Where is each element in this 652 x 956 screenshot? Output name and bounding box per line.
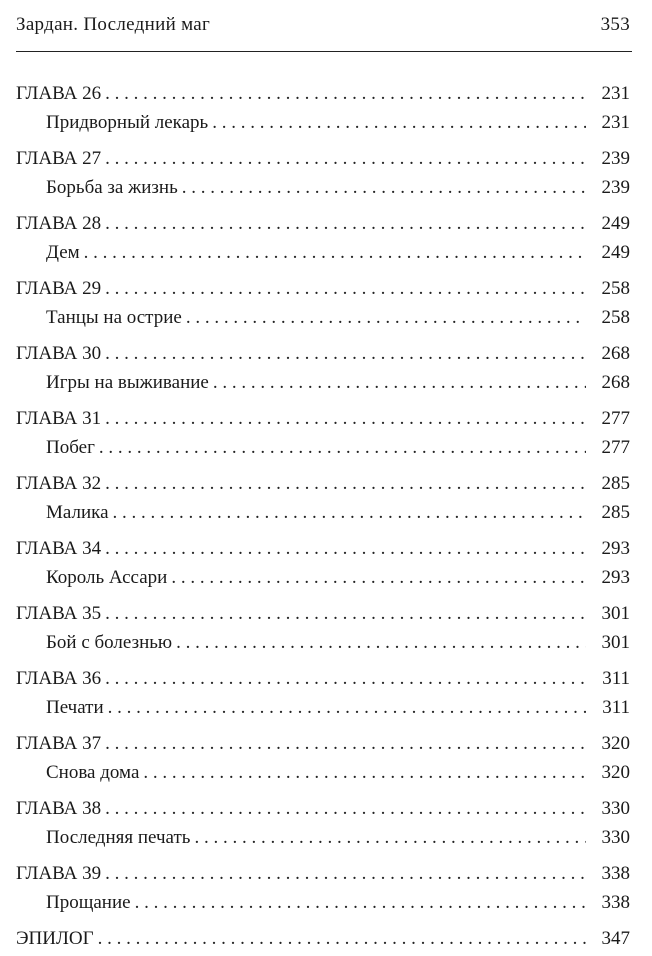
- toc-subtitle-entry-page-number: 239: [601, 176, 630, 198]
- toc-subtitle-entry: [16, 109, 630, 138]
- dot-leader: [186, 304, 586, 333]
- dot-leader: [105, 80, 586, 109]
- table-of-contents: [16, 80, 630, 954]
- toc-subtitle-entry: [16, 629, 630, 658]
- toc-subtitle-entry-title: Борьба за жизнь: [46, 176, 178, 198]
- toc-subtitle-entry-page-number: 249: [601, 241, 630, 263]
- page-number: 353: [600, 14, 630, 35]
- toc-subtitle-entry-title: Придворный лекарь: [46, 111, 209, 133]
- dot-leader: [105, 340, 586, 369]
- toc-subtitle-entry: [16, 564, 630, 593]
- toc-subtitle-entry: [16, 889, 630, 918]
- dot-leader: [99, 434, 586, 463]
- toc-subtitle-entry: [16, 174, 630, 203]
- toc-chapter-entry: [16, 730, 630, 759]
- running-title: Зардан. Последний маг: [16, 14, 211, 35]
- dot-leader: [143, 759, 586, 788]
- dot-leader: [84, 239, 586, 268]
- toc-chapter-entry-page-number: 301: [601, 603, 630, 624]
- toc-chapter-entry: [16, 405, 630, 434]
- toc-chapter-entry: [16, 210, 630, 239]
- toc-chapter-entry: [16, 795, 630, 824]
- toc-subtitle-entry: [16, 239, 630, 268]
- toc-chapter-entry-page-number: 311: [602, 668, 630, 689]
- toc-subtitle-entry-title: Король Ассари: [46, 566, 168, 588]
- toc-chapter-entry: [16, 340, 630, 369]
- dot-leader: [105, 470, 586, 499]
- toc-subtitle-entry-title: Бой с болезнью: [46, 631, 173, 653]
- toc-chapter-entry-title: ГЛАВА 28: [16, 213, 102, 234]
- toc-subtitle-entry-title: Игры на выживание: [46, 371, 209, 393]
- toc-chapter-entry-title: ГЛАВА 30: [16, 343, 102, 364]
- toc-subtitle-entry-page-number: 320: [601, 761, 630, 783]
- toc-subtitle-entry: [16, 694, 630, 723]
- toc-subtitle-entry: [16, 759, 630, 788]
- toc-chapter-entry-title: ГЛАВА 26: [16, 83, 102, 104]
- dot-leader: [105, 210, 586, 239]
- toc-subtitle-entry-title: Прощание: [46, 891, 131, 913]
- toc-chapter-entry-page-number: 285: [601, 473, 630, 494]
- dot-leader: [135, 889, 586, 918]
- toc-subtitle-entry-title: Малика: [46, 501, 109, 523]
- toc-subtitle-entry: [16, 304, 630, 333]
- toc-chapter-entry: [16, 275, 630, 304]
- toc-subtitle-entry-page-number: 277: [601, 436, 630, 458]
- toc-chapter-entry-page-number: 338: [601, 863, 630, 884]
- toc-chapter-entry-page-number: 293: [601, 538, 630, 559]
- toc-epilogue-entry: [16, 925, 630, 954]
- dot-leader: [105, 275, 586, 304]
- toc-subtitle-entry-title: Снова дома: [46, 761, 140, 783]
- dot-leader: [105, 600, 586, 629]
- toc-subtitle-entry-page-number: 268: [601, 371, 630, 393]
- toc-epilogue-entry-page-number: 347: [601, 928, 630, 949]
- toc-chapter-entry-title: ГЛАВА 29: [16, 278, 102, 299]
- toc-chapter-entry-title: ГЛАВА 39: [16, 863, 102, 884]
- toc-subtitle-entry-page-number: 311: [602, 696, 630, 718]
- dot-leader: [212, 109, 586, 138]
- toc-subtitle-entry-page-number: 301: [601, 631, 630, 653]
- toc-subtitle-entry: [16, 369, 630, 398]
- dot-leader: [105, 860, 586, 889]
- dot-leader: [105, 665, 586, 694]
- toc-chapter-entry: [16, 600, 630, 629]
- toc-chapter-entry-page-number: 268: [601, 343, 630, 364]
- toc-subtitle-entry-page-number: 330: [601, 826, 630, 848]
- dot-leader: [182, 174, 586, 203]
- dot-leader: [176, 629, 586, 658]
- toc-subtitle-entry-page-number: 293: [601, 566, 630, 588]
- dot-leader: [113, 499, 586, 528]
- dot-leader: [105, 795, 586, 824]
- toc-chapter-entry: [16, 470, 630, 499]
- toc-chapter-entry-title: ГЛАВА 34: [16, 538, 102, 559]
- dot-leader: [105, 730, 586, 759]
- toc-chapter-entry-page-number: 231: [601, 83, 630, 104]
- toc-chapter-entry-title: ГЛАВА 36: [16, 668, 102, 689]
- toc-chapter-entry-page-number: 249: [601, 213, 630, 234]
- toc-chapter-entry-title: ГЛАВА 31: [16, 408, 102, 429]
- toc-chapter-entry-title: ГЛАВА 35: [16, 603, 102, 624]
- toc-subtitle-entry-title: Дем: [46, 241, 80, 263]
- toc-subtitle-entry: [16, 499, 630, 528]
- toc-subtitle-entry-page-number: 258: [601, 306, 630, 328]
- toc-chapter-entry-title: ГЛАВА 38: [16, 798, 102, 819]
- toc-subtitle-entry-title: Побег: [46, 436, 95, 458]
- dot-leader: [171, 564, 586, 593]
- toc-subtitle-entry: [16, 824, 630, 853]
- dot-leader: [98, 925, 586, 954]
- toc-subtitle-entry-page-number: 338: [601, 891, 630, 913]
- toc-chapter-entry: [16, 665, 630, 694]
- toc-chapter-entry-page-number: 330: [601, 798, 630, 819]
- toc-epilogue-entry-title: ЭПИЛОГ: [16, 928, 94, 949]
- dot-leader: [105, 535, 586, 564]
- dot-leader: [194, 824, 586, 853]
- dot-leader: [213, 369, 586, 398]
- toc-subtitle-entry: [16, 434, 630, 463]
- dot-leader: [105, 405, 586, 434]
- toc-chapter-entry: [16, 145, 630, 174]
- header-rule: [16, 51, 632, 52]
- running-header: [16, 14, 630, 36]
- toc-subtitle-entry-page-number: 285: [601, 501, 630, 523]
- toc-chapter-entry-title: ГЛАВА 27: [16, 148, 102, 169]
- dot-leader: [108, 694, 586, 723]
- toc-chapter-entry-page-number: 239: [601, 148, 630, 169]
- toc-chapter-entry-page-number: 258: [601, 278, 630, 299]
- dot-leader: [105, 145, 586, 174]
- toc-subtitle-entry-title: Последняя печать: [46, 826, 191, 848]
- toc-chapter-entry-title: ГЛАВА 37: [16, 733, 102, 754]
- toc-chapter-entry-title: ГЛАВА 32: [16, 473, 102, 494]
- toc-subtitle-entry-title: Печати: [46, 696, 104, 718]
- toc-chapter-entry-page-number: 320: [601, 733, 630, 754]
- toc-subtitle-entry-page-number: 231: [601, 111, 630, 133]
- toc-chapter-entry: [16, 860, 630, 889]
- toc-chapter-entry: [16, 80, 630, 109]
- toc-subtitle-entry-title: Танцы на острие: [46, 306, 182, 328]
- toc-chapter-entry: [16, 535, 630, 564]
- toc-chapter-entry-page-number: 277: [601, 408, 630, 429]
